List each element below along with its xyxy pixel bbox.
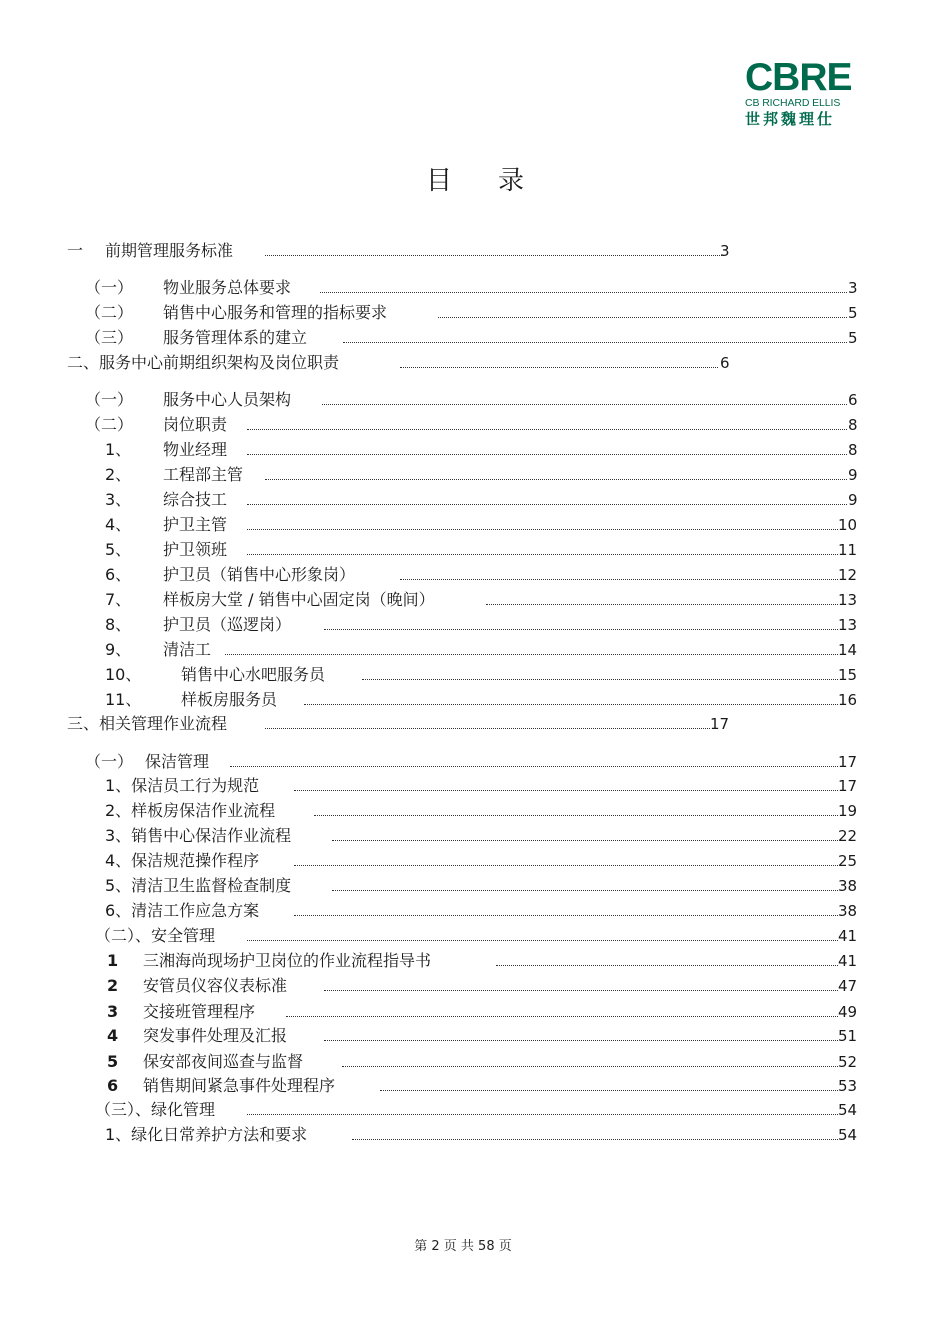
toc-entry-page: 14	[838, 641, 858, 659]
toc-entry[interactable]	[0, 900, 950, 922]
toc-entry-page: 10	[838, 516, 858, 534]
toc-entry-page: 22	[838, 827, 858, 845]
toc-entry-page: 47	[838, 977, 858, 995]
toc-leader-dots	[247, 940, 838, 941]
toc-entry-label: 安管员仪容仪表标准	[143, 976, 288, 995]
toc-entry[interactable]	[0, 389, 950, 411]
toc-entry-page: 8	[848, 441, 858, 459]
toc-leader-dots	[247, 429, 847, 430]
toc-entry[interactable]	[0, 352, 950, 374]
toc-entry-page: 54	[838, 1126, 858, 1144]
toc-leader-dots	[332, 890, 838, 891]
toc-entry-label: 三湘海尚现场护卫岗位的作业流程指导书	[143, 951, 432, 970]
toc-leader-dots	[380, 1090, 838, 1091]
toc-entry-number: 5	[107, 1052, 119, 1071]
toc-entry-page: 25	[838, 852, 858, 870]
toc-entry-page: 41	[838, 952, 858, 970]
toc-entry[interactable]	[0, 1099, 950, 1121]
toc-entry-page: 12	[838, 566, 858, 584]
toc-entry-number: 3、	[105, 490, 132, 509]
toc-entry[interactable]	[0, 850, 950, 872]
toc-entry[interactable]	[0, 1075, 950, 1097]
toc-entry[interactable]	[0, 825, 950, 847]
toc-entry-label: 保洁管理	[145, 752, 210, 771]
toc-entry[interactable]	[0, 751, 950, 773]
logo-chinese-name: 世邦魏理仕	[745, 110, 836, 128]
toc-entry-number: （一）	[85, 278, 134, 297]
toc-entry[interactable]	[0, 539, 950, 561]
toc-entry-number: （三）	[85, 328, 134, 347]
toc-entry-label: 服务中心人员架构	[163, 390, 292, 409]
logo-wordmark: CBRE	[745, 56, 852, 99]
toc-leader-dots	[332, 840, 838, 841]
toc-entry[interactable]	[0, 464, 950, 486]
toc-entry-label: 1、绿化日常养护方法和要求	[105, 1125, 308, 1144]
toc-entry-number: 6、	[105, 565, 132, 584]
toc-entry-page: 13	[838, 616, 858, 634]
toc-leader-dots	[324, 1040, 838, 1041]
toc-leader-dots	[247, 1114, 838, 1115]
toc-leader-dots	[247, 454, 847, 455]
toc-entry-label: 护卫领班	[163, 540, 228, 559]
toc-entry[interactable]	[0, 240, 950, 262]
toc-entry-page: 8	[848, 416, 858, 434]
toc-entry-page: 17	[838, 777, 858, 795]
toc-leader-dots	[247, 529, 838, 530]
toc-entry-page: 53	[838, 1077, 858, 1095]
toc-entry-label: 1、保洁员工行为规范	[105, 776, 260, 795]
toc-entry-label: 护卫主管	[163, 515, 228, 534]
toc-entry-number: 4、	[105, 515, 132, 534]
toc-entry-number: 1、	[105, 440, 132, 459]
toc-entry-number: 8、	[105, 615, 132, 634]
toc-leader-dots	[400, 367, 718, 368]
toc-leader-dots	[294, 790, 838, 791]
toc-leader-dots	[294, 915, 838, 916]
toc-entry-label: 2、样板房保洁作业流程	[105, 801, 276, 820]
toc-entry[interactable]	[0, 975, 950, 997]
page-title: 目录	[425, 166, 570, 196]
toc-leader-dots	[294, 865, 838, 866]
toc-entry-page: 3	[720, 242, 730, 260]
toc-entry-page: 6	[848, 391, 858, 409]
toc-entry[interactable]	[0, 277, 950, 299]
toc-entry-number: 3	[107, 1002, 119, 1021]
toc-entry-page: 13	[838, 591, 858, 609]
toc-entry-label: 销售期间紧急事件处理程序	[143, 1076, 336, 1095]
toc-entry[interactable]	[0, 564, 950, 586]
toc-entry[interactable]	[0, 614, 950, 636]
toc-entry[interactable]	[0, 800, 950, 822]
toc-leader-dots	[265, 255, 722, 256]
toc-entry-page: 5	[848, 329, 858, 347]
toc-entry-page: 15	[838, 666, 858, 684]
toc-entry[interactable]	[0, 439, 950, 461]
toc-entry-label: （三）、绿化管理	[95, 1100, 216, 1119]
toc-entry[interactable]	[0, 589, 950, 611]
toc-leader-dots	[343, 342, 847, 343]
toc-entry-label: （二）、安全管理	[95, 926, 216, 945]
toc-entry-page: 38	[838, 877, 858, 895]
toc-entry-label: 样板房服务员	[181, 690, 278, 709]
cbre-logo	[745, 56, 860, 128]
toc-entry[interactable]	[0, 689, 950, 711]
toc-entry-label: 护卫员（巡逻岗）	[163, 615, 292, 634]
toc-entry[interactable]	[0, 875, 950, 897]
toc-entry[interactable]	[0, 1124, 950, 1146]
toc-entry[interactable]	[0, 775, 950, 797]
toc-leader-dots	[230, 766, 838, 767]
toc-entry-label: 交接班管理程序	[143, 1002, 256, 1021]
toc-entry-page: 9	[848, 466, 858, 484]
toc-entry-number: 10、	[105, 665, 142, 684]
toc-entry-label: 物业服务总体要求	[163, 278, 292, 297]
toc-entry-label: 护卫员（销售中心形象岗）	[163, 565, 356, 584]
toc-entry-number: （二）	[85, 415, 134, 434]
toc-leader-dots	[304, 704, 838, 705]
toc-entry-page: 49	[838, 1003, 858, 1021]
toc-leader-dots	[324, 629, 838, 630]
toc-entry-label: 5、清洁卫生监督检查制度	[105, 876, 292, 895]
toc-entry-label: 综合技工	[163, 490, 228, 509]
toc-entry-page: 9	[848, 491, 858, 509]
toc-leader-dots	[486, 604, 838, 605]
toc-leader-dots	[362, 679, 838, 680]
toc-entry-number: 2、	[105, 465, 132, 484]
toc-entry-label: 前期管理服务标准	[105, 241, 234, 260]
page-footer: 第 2 页 共 58 页	[414, 1239, 512, 1254]
toc-entry-label: 物业经理	[163, 440, 228, 459]
toc-entry[interactable]	[0, 414, 950, 436]
toc-leader-dots	[322, 404, 847, 405]
toc-leader-dots	[324, 990, 838, 991]
toc-entry[interactable]	[0, 302, 950, 324]
toc-leader-dots	[225, 654, 838, 655]
toc-entry[interactable]	[0, 1051, 950, 1073]
toc-entry-label: 工程部主管	[163, 465, 244, 484]
toc-leader-dots	[438, 317, 847, 318]
toc-leader-dots	[314, 815, 838, 816]
logo-subtitle: CB RICHARD ELLIS	[745, 97, 841, 109]
toc-entry-page: 11	[838, 541, 858, 559]
toc-entry-label: 6、清洁工作应急方案	[105, 901, 260, 920]
toc-entry[interactable]	[0, 925, 950, 947]
toc-entry-number: （一）	[85, 390, 134, 409]
toc-leader-dots	[320, 292, 847, 293]
toc-entry[interactable]	[0, 713, 950, 735]
toc-entry-label: 三、相关管理作业流程	[67, 714, 228, 733]
toc-leader-dots	[286, 1016, 838, 1017]
toc-entry-page: 3	[848, 279, 858, 297]
toc-entry-label: 3、销售中心保洁作业流程	[105, 826, 292, 845]
toc-entry-label: 服务管理体系的建立	[163, 328, 308, 347]
toc-entry[interactable]	[0, 514, 950, 536]
toc-leader-dots	[265, 479, 847, 480]
toc-entry-number: 6	[107, 1076, 119, 1095]
toc-entry-label: 保安部夜间巡查与监督	[143, 1052, 304, 1071]
toc-entry[interactable]	[0, 489, 950, 511]
toc-leader-dots	[400, 579, 838, 580]
toc-entry-label: 岗位职责	[163, 415, 228, 434]
toc-entry-page: 41	[838, 927, 858, 945]
toc-entry-page: 6	[720, 354, 730, 372]
toc-entry-label: 二、服务中心前期组织架构及岗位职责	[67, 353, 340, 372]
toc-entry-label: 突发事件处理及汇报	[143, 1026, 288, 1045]
toc-entry-number: 9、	[105, 640, 132, 659]
toc-entry-number: 7、	[105, 590, 132, 609]
toc-entry-page: 51	[838, 1027, 858, 1045]
toc-entry-number: （二）	[85, 303, 134, 322]
toc-entry-number: 11、	[105, 690, 142, 709]
toc-entry-label: 销售中心服务和管理的指标要求	[163, 303, 388, 322]
toc-entry-page: 52	[838, 1053, 858, 1071]
toc-entry[interactable]	[0, 1001, 950, 1023]
toc-entry-number: 一	[67, 241, 84, 260]
toc-entry[interactable]	[0, 950, 950, 972]
toc-entry[interactable]	[0, 664, 950, 686]
toc-leader-dots	[352, 1139, 838, 1140]
toc-entry[interactable]	[0, 327, 950, 349]
toc-entry-label: 清洁工	[163, 640, 212, 659]
toc-entry[interactable]	[0, 639, 950, 661]
toc-entry-number: （一）	[85, 752, 134, 771]
toc-leader-dots	[247, 554, 838, 555]
toc-leader-dots	[247, 504, 847, 505]
toc-entry-number: 4	[107, 1026, 119, 1045]
toc-entry-page: 54	[838, 1101, 858, 1119]
toc-entry-page: 38	[838, 902, 858, 920]
toc-entry-page: 17	[838, 753, 858, 771]
toc-entry-page: 17	[710, 715, 730, 733]
toc-leader-dots	[342, 1066, 838, 1067]
toc-leader-dots	[496, 965, 838, 966]
toc-entry-number: 5、	[105, 540, 132, 559]
toc-entry-number: 2	[107, 976, 119, 995]
toc-entry-page: 16	[838, 691, 858, 709]
toc-entry-page: 19	[838, 802, 858, 820]
toc-entry[interactable]	[0, 1025, 950, 1047]
toc-entry-label: 销售中心水吧服务员	[181, 665, 326, 684]
toc-entry-label: 4、保洁规范操作程序	[105, 851, 260, 870]
toc-entry-label: 样板房大堂 / 销售中心固定岗（晚间）	[163, 590, 435, 609]
toc-entry-number: 1	[107, 951, 119, 970]
toc-leader-dots	[265, 728, 710, 729]
toc-entry-page: 5	[848, 304, 858, 322]
